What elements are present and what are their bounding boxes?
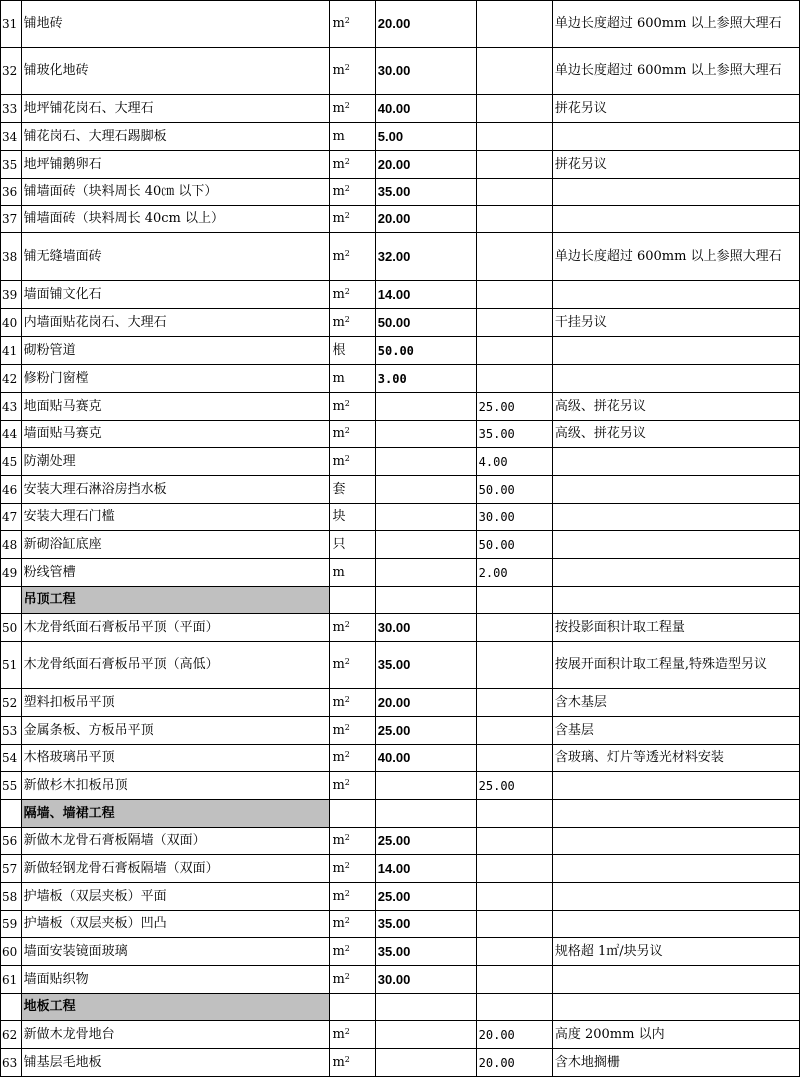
price-cell: [476, 587, 552, 614]
row-number: 58: [1, 883, 22, 911]
item-name: 防潮处理: [21, 448, 330, 476]
remark: 高度 200mm 以内: [552, 1021, 799, 1049]
price-value-alt: 20.00: [476, 1049, 552, 1077]
price-value: 35.00: [375, 911, 476, 938]
unit: $m^2$: [330, 689, 375, 717]
remark: 高级、拼花另议: [552, 421, 799, 448]
price-table-body: [1, 1, 800, 1077]
table-row: [1, 689, 800, 717]
remark: [552, 828, 799, 855]
unit: $m^2$: [330, 1049, 375, 1077]
item-name: 内墙面贴花岗石、大理石: [21, 309, 330, 337]
price-value-alt: [476, 938, 552, 966]
row-number: 48: [1, 531, 22, 559]
price-value-alt: [476, 689, 552, 717]
table-row: [1, 1049, 800, 1077]
unit-cell: [330, 994, 375, 1021]
remark: [552, 123, 799, 151]
remark: [552, 179, 799, 206]
table-row: [1, 614, 800, 642]
unit: $m^2$: [330, 1, 375, 48]
unit: $m^2$: [330, 614, 375, 642]
price-value: 35.00: [375, 179, 476, 206]
table-row: [1, 151, 800, 179]
unit: $m^2$: [330, 448, 375, 476]
row-number: 47: [1, 504, 22, 531]
table-row: [1, 966, 800, 994]
remark: 单边长度超过 600mm 以上参照大理石: [552, 233, 799, 281]
table-row: [1, 717, 800, 745]
item-name: 铺无缝墙面砖: [21, 233, 330, 281]
item-name: 墙面贴织物: [21, 966, 330, 994]
unit: 根: [330, 337, 375, 365]
unit: $m^2$: [330, 828, 375, 855]
item-name: 安装大理石门槛: [21, 504, 330, 531]
table-row: [1, 365, 800, 393]
unit: $m^2$: [330, 745, 375, 772]
item-name: 新砌浴缸底座: [21, 531, 330, 559]
unit: $m^2$: [330, 938, 375, 966]
item-name: 新做木龙骨石膏板隔墙（双面）: [21, 828, 330, 855]
row-number: 51: [1, 642, 22, 689]
item-name: 砌粉管道: [21, 337, 330, 365]
row-number: 53: [1, 717, 22, 745]
price-value-alt: 2.00: [476, 559, 552, 587]
price-value-alt: [476, 123, 552, 151]
price-value-alt: [476, 206, 552, 233]
row-number: 36: [1, 179, 22, 206]
price-cell: [375, 994, 476, 1021]
table-row: [1, 531, 800, 559]
price-value: 40.00: [375, 95, 476, 123]
price-cell: [476, 800, 552, 828]
table-row: [1, 828, 800, 855]
price-value-alt: 50.00: [476, 531, 552, 559]
price-value: 35.00: [375, 938, 476, 966]
price-value-alt: 4.00: [476, 448, 552, 476]
price-value: 20.00: [375, 206, 476, 233]
table-row: [1, 476, 800, 504]
table-row: [1, 337, 800, 365]
table-row: [1, 309, 800, 337]
unit: m: [330, 123, 375, 151]
price-value-alt: [476, 614, 552, 642]
table-row: [1, 1021, 800, 1049]
note-cell: [552, 587, 799, 614]
table-row: [1, 233, 800, 281]
table-row: [1, 393, 800, 421]
item-name: 粉线管槽: [21, 559, 330, 587]
unit: $m^2$: [330, 642, 375, 689]
row-number: 31: [1, 1, 22, 48]
remark: [552, 337, 799, 365]
row-number: 40: [1, 309, 22, 337]
price-value-alt: 25.00: [476, 772, 552, 800]
row-number: 60: [1, 938, 22, 966]
price-value: 5.00: [375, 123, 476, 151]
row-number: 57: [1, 855, 22, 883]
price-value: [375, 393, 476, 421]
unit: $m^2$: [330, 206, 375, 233]
price-value: [375, 559, 476, 587]
unit: $m^2$: [330, 151, 375, 179]
remark: [552, 504, 799, 531]
row-number: 34: [1, 123, 22, 151]
item-name: 护墙板（双层夹板）平面: [21, 883, 330, 911]
table-row: [1, 1, 800, 48]
row-number: 49: [1, 559, 22, 587]
item-name: 铺墙面砖（块料周长 40cm 以上）: [21, 206, 330, 233]
price-value: 30.00: [375, 966, 476, 994]
table-row: [1, 421, 800, 448]
remark: 单边长度超过 600mm 以上参照大理石: [552, 1, 799, 48]
remark: 单边长度超过 600mm 以上参照大理石: [552, 48, 799, 95]
item-name: 新做杉木扣板吊顶: [21, 772, 330, 800]
row-number: 59: [1, 911, 22, 938]
table-row: [1, 504, 800, 531]
item-name: 地坪铺花岗石、大理石: [21, 95, 330, 123]
table-row: [1, 206, 800, 233]
price-cell: [476, 994, 552, 1021]
note-cell: [552, 800, 799, 828]
item-name: 塑料扣板吊平顶: [21, 689, 330, 717]
unit: $m^2$: [330, 281, 375, 309]
item-name: 铺地砖: [21, 1, 330, 48]
unit: m: [330, 559, 375, 587]
price-value-alt: [476, 233, 552, 281]
unit-cell: [330, 587, 375, 614]
price-value-alt: [476, 828, 552, 855]
price-value: 20.00: [375, 151, 476, 179]
unit: $m^2$: [330, 855, 375, 883]
remark: 干挂另议: [552, 309, 799, 337]
unit: $m^2$: [330, 421, 375, 448]
price-value-alt: [476, 966, 552, 994]
section-title: 隔墙、墙裙工程: [21, 800, 330, 828]
remark: [552, 206, 799, 233]
price-value: 50.00: [375, 309, 476, 337]
remark: 规格超 1㎡/块另议: [552, 938, 799, 966]
price-value-alt: 50.00: [476, 476, 552, 504]
item-name: 金属条板、方板吊平顶: [21, 717, 330, 745]
price-value: [375, 772, 476, 800]
item-name: 木龙骨纸面石膏板吊平顶（高低）: [21, 642, 330, 689]
table-row: [1, 281, 800, 309]
price-value-alt: [476, 642, 552, 689]
unit: $m^2$: [330, 966, 375, 994]
item-name: 墙面铺文化石: [21, 281, 330, 309]
remark: 拼花另议: [552, 95, 799, 123]
price-value-alt: [476, 179, 552, 206]
unit: m: [330, 365, 375, 393]
row-number-cell: [1, 994, 22, 1021]
row-number-cell: [1, 800, 22, 828]
unit-cell: [330, 800, 375, 828]
unit: $m^2$: [330, 772, 375, 800]
remark: 按投影面积计取工程量: [552, 614, 799, 642]
unit: $m^2$: [330, 95, 375, 123]
price-cell: [375, 800, 476, 828]
price-value-alt: 20.00: [476, 1021, 552, 1049]
price-value-alt: 35.00: [476, 421, 552, 448]
price-cell: [375, 587, 476, 614]
row-number: 45: [1, 448, 22, 476]
unit: $m^2$: [330, 233, 375, 281]
row-number: 43: [1, 393, 22, 421]
price-value: 30.00: [375, 48, 476, 95]
item-name: 铺墙面砖（块料周长 40㎝ 以下）: [21, 179, 330, 206]
remark: 含木基层: [552, 689, 799, 717]
row-number: 37: [1, 206, 22, 233]
price-value-alt: [476, 281, 552, 309]
unit: $m^2$: [330, 309, 375, 337]
unit: $m^2$: [330, 179, 375, 206]
remark: 含木地搁栅: [552, 1049, 799, 1077]
table-row: [1, 772, 800, 800]
row-number: 52: [1, 689, 22, 717]
price-value-alt: 30.00: [476, 504, 552, 531]
price-value: [375, 421, 476, 448]
price-value-alt: [476, 855, 552, 883]
unit: 块: [330, 504, 375, 531]
remark: 含基层: [552, 717, 799, 745]
note-cell: [552, 994, 799, 1021]
remark: [552, 281, 799, 309]
price-value: [375, 531, 476, 559]
item-name: 修粉门窗樘: [21, 365, 330, 393]
price-value: 3.00: [375, 365, 476, 393]
section-row: [1, 994, 800, 1021]
table-row: [1, 883, 800, 911]
remark: [552, 365, 799, 393]
remark: [552, 911, 799, 938]
price-value: 32.00: [375, 233, 476, 281]
row-number: 50: [1, 614, 22, 642]
item-name: 护墙板（双层夹板）凹凸: [21, 911, 330, 938]
price-value-alt: [476, 717, 552, 745]
unit: $m^2$: [330, 717, 375, 745]
price-value-alt: [476, 883, 552, 911]
unit: $m^2$: [330, 48, 375, 95]
row-number: 38: [1, 233, 22, 281]
price-value-alt: [476, 745, 552, 772]
price-value-alt: [476, 1, 552, 48]
item-name: 铺基层毛地板: [21, 1049, 330, 1077]
row-number: 35: [1, 151, 22, 179]
price-value-alt: [476, 95, 552, 123]
remark: [552, 855, 799, 883]
table-row: [1, 123, 800, 151]
price-value-alt: 25.00: [476, 393, 552, 421]
table-row: [1, 642, 800, 689]
price-value: 25.00: [375, 717, 476, 745]
remark: [552, 883, 799, 911]
row-number: 56: [1, 828, 22, 855]
table-row: [1, 48, 800, 95]
remark: [552, 966, 799, 994]
price-value-alt: [476, 309, 552, 337]
price-value: 25.00: [375, 883, 476, 911]
price-value-alt: [476, 911, 552, 938]
price-value: 50.00: [375, 337, 476, 365]
price-value: [375, 504, 476, 531]
unit: $m^2$: [330, 1021, 375, 1049]
table-row: [1, 938, 800, 966]
row-number: 46: [1, 476, 22, 504]
price-value-alt: [476, 365, 552, 393]
row-number: 44: [1, 421, 22, 448]
unit: $m^2$: [330, 911, 375, 938]
price-value: 14.00: [375, 281, 476, 309]
row-number: 54: [1, 745, 22, 772]
remark: [552, 559, 799, 587]
price-value: 25.00: [375, 828, 476, 855]
price-value-alt: [476, 48, 552, 95]
item-name: 墙面贴马赛克: [21, 421, 330, 448]
remark: 高级、拼花另议: [552, 393, 799, 421]
section-row: [1, 587, 800, 614]
item-name: 新做木龙骨地台: [21, 1021, 330, 1049]
price-value: 20.00: [375, 689, 476, 717]
row-number: 33: [1, 95, 22, 123]
row-number: 41: [1, 337, 22, 365]
row-number: 61: [1, 966, 22, 994]
item-name: 安装大理石淋浴房挡水板: [21, 476, 330, 504]
remark: [552, 448, 799, 476]
unit: 套: [330, 476, 375, 504]
section-row: [1, 800, 800, 828]
remark: [552, 531, 799, 559]
remark: [552, 476, 799, 504]
price-value: 14.00: [375, 855, 476, 883]
table-row: [1, 95, 800, 123]
price-value: [375, 1049, 476, 1077]
item-name: 新做轻钢龙骨石膏板隔墙（双面）: [21, 855, 330, 883]
unit: 只: [330, 531, 375, 559]
row-number: 63: [1, 1049, 22, 1077]
row-number-cell: [1, 587, 22, 614]
item-name: 墙面安装镜面玻璃: [21, 938, 330, 966]
table-row: [1, 179, 800, 206]
item-name: 铺玻化地砖: [21, 48, 330, 95]
price-value-alt: [476, 151, 552, 179]
price-value: [375, 448, 476, 476]
price-value: 40.00: [375, 745, 476, 772]
price-value: 30.00: [375, 614, 476, 642]
item-name: 木龙骨纸面石膏板吊平顶（平面）: [21, 614, 330, 642]
table-row: [1, 448, 800, 476]
price-value: [375, 476, 476, 504]
row-number: 55: [1, 772, 22, 800]
row-number: 32: [1, 48, 22, 95]
item-name: 木格玻璃吊平顶: [21, 745, 330, 772]
table-row: [1, 855, 800, 883]
section-title: 吊顶工程: [21, 587, 330, 614]
remark: 按展开面积计取工程量,特殊造型另议: [552, 642, 799, 689]
table-row: [1, 911, 800, 938]
item-name: 铺花岗石、大理石踢脚板: [21, 123, 330, 151]
section-title: 地板工程: [21, 994, 330, 1021]
row-number: 39: [1, 281, 22, 309]
item-name: 地面贴马赛克: [21, 393, 330, 421]
table-row: [1, 559, 800, 587]
price-value: 35.00: [375, 642, 476, 689]
row-number: 42: [1, 365, 22, 393]
remark: 含玻璃、灯片等透光材料安装: [552, 745, 799, 772]
price-value-alt: [476, 337, 552, 365]
item-name: 地坪铺鹅卵石: [21, 151, 330, 179]
remark: 拼花另议: [552, 151, 799, 179]
unit: $m^2$: [330, 883, 375, 911]
table-row: [1, 745, 800, 772]
price-value: 20.00: [375, 1, 476, 48]
unit: $m^2$: [330, 393, 375, 421]
price-value: [375, 1021, 476, 1049]
row-number: 62: [1, 1021, 22, 1049]
remark: [552, 772, 799, 800]
